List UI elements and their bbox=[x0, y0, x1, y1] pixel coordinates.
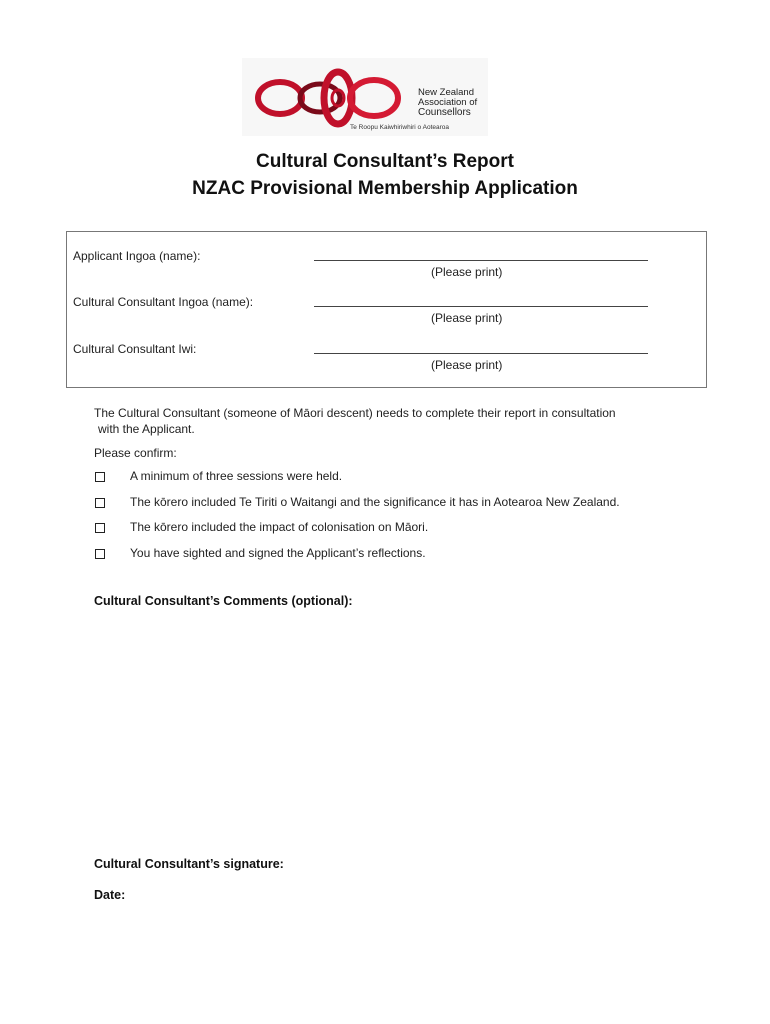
date-label: Date: bbox=[94, 888, 126, 902]
logo-tagline: Te Roopu Kaiwhiriwhiri o Aotearoa bbox=[350, 124, 449, 131]
consultant-iwi-field[interactable] bbox=[314, 339, 648, 354]
consultant-iwi-hint: (Please print) bbox=[431, 358, 503, 372]
logo-line-1: New Zealand bbox=[418, 87, 474, 98]
checkbox-colonisation[interactable] bbox=[95, 523, 105, 533]
instruction-line-2: with the Applicant. bbox=[98, 422, 195, 436]
consultant-name-field[interactable] bbox=[314, 292, 648, 307]
comments-label: Cultural Consultant’s Comments (optional): bbox=[94, 594, 353, 608]
application-title: NZAC Provisional Membership Application bbox=[192, 178, 578, 199]
signature-label: Cultural Consultant’s signature: bbox=[94, 857, 284, 871]
nzac-logo bbox=[242, 58, 488, 136]
checkbox-reflections[interactable] bbox=[95, 549, 105, 559]
koru-logo-icon bbox=[250, 64, 418, 132]
please-confirm-label: Please confirm: bbox=[94, 446, 177, 460]
comments-area[interactable] bbox=[94, 616, 694, 846]
logo-wordmark bbox=[418, 88, 477, 118]
checklist-item: The kōrero included the impact of colonisation on Māori. bbox=[130, 520, 429, 534]
consultant-name-hint: (Please print) bbox=[431, 311, 503, 325]
report-title: Cultural Consultant’s Report bbox=[256, 151, 514, 172]
checkbox-te-tiriti[interactable] bbox=[95, 498, 105, 508]
checklist-item: A minimum of three sessions were held. bbox=[130, 469, 343, 483]
applicant-name-hint: (Please print) bbox=[431, 265, 503, 279]
applicant-name-field[interactable] bbox=[314, 246, 648, 261]
instruction-paragraph bbox=[94, 405, 694, 437]
instruction-line-1: The Cultural Consultant (someone of Māori descent) needs to complete their report in consultation bbox=[94, 406, 616, 420]
applicant-name-label: Applicant Ingoa (name): bbox=[73, 249, 201, 263]
consultant-iwi-label: Cultural Consultant Iwi: bbox=[73, 342, 197, 356]
checkbox-three-sessions[interactable] bbox=[95, 472, 105, 482]
logo-line-3: Counsellors bbox=[418, 107, 471, 118]
checklist-item: The kōrero included Te Tiriti o Waitangi and the significance it has in Aotearoa New Zealand. bbox=[130, 495, 620, 509]
logo-line-2: Association of bbox=[418, 97, 478, 108]
checklist-item: You have sighted and signed the Applicant’s reflections. bbox=[130, 546, 426, 560]
consultant-name-label: Cultural Consultant Ingoa (name): bbox=[73, 295, 254, 309]
